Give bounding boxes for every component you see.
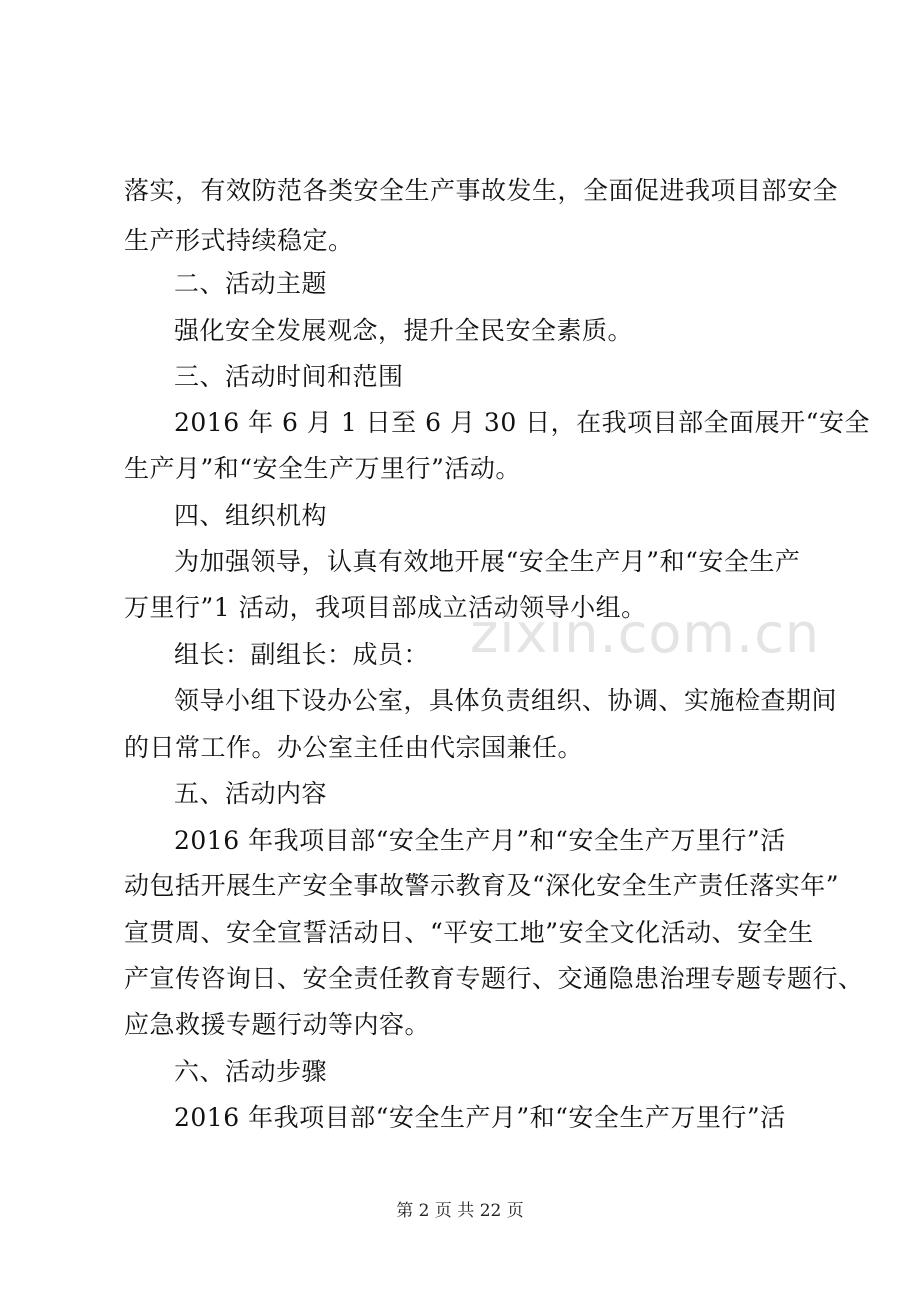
watermark-text: zixin.com.cn <box>470 602 821 665</box>
body-text-line: 组长：副组长：成员： <box>174 640 430 669</box>
section-heading: 四、组织机构 <box>174 501 328 530</box>
body-text-line: 应急救援专题行动等内容。 <box>124 1010 431 1039</box>
section-heading: 六、活动步骤 <box>174 1057 328 1086</box>
body-text-line: 强化安全发展观念，提升全民安全素质。 <box>174 316 634 345</box>
body-text-line: 生产月”和“安全生产万里行”活动。 <box>124 454 521 483</box>
body-text-line: 领导小组下设办公室，具体负责组织、协调、实施检查期间 <box>174 686 838 715</box>
section-heading: 三、活动时间和范围 <box>174 362 404 391</box>
body-text-line: 2016 年我项目部“安全生产月”和“安全生产万里行”活 <box>174 826 786 855</box>
body-text-line: 生产形式持续稳定。 <box>124 226 354 255</box>
body-text-line: 为加强领导，认真有效地开展“安全生产月”和“安全生产 <box>174 547 801 576</box>
page-footer: 第 2 页 共 22 页 <box>396 1201 524 1221</box>
body-text-line: 万里行”1 活动，我项目部成立活动领导小组。 <box>124 593 647 622</box>
body-text-line: 2016 年我项目部“安全生产月”和“安全生产万里行”活 <box>174 1103 786 1132</box>
body-text-line: 的日常工作。办公室主任由代宗国兼任。 <box>124 733 584 762</box>
section-heading: 五、活动内容 <box>174 779 328 808</box>
body-text-line: 落实，有效防范各类安全生产事故发生，全面促进我项目部安全 <box>124 176 839 205</box>
section-heading: 二、活动主题 <box>174 269 328 298</box>
body-text-line: 产宣传咨询日、安全责任教育专题行、交通隐患治理专题专题行、 <box>124 964 864 993</box>
body-text-line: 动包括开展生产安全事故警示教育及“深化安全生产责任落实年” <box>124 871 840 900</box>
body-text-line: 2016 年 6 月 1 日至 6 月 30 日，在我项目部全面展开“安全 <box>174 408 870 437</box>
body-text-line: 宣贯周、安全宣誓活动日、“平安工地”安全文化活动、安全生 <box>124 918 814 947</box>
